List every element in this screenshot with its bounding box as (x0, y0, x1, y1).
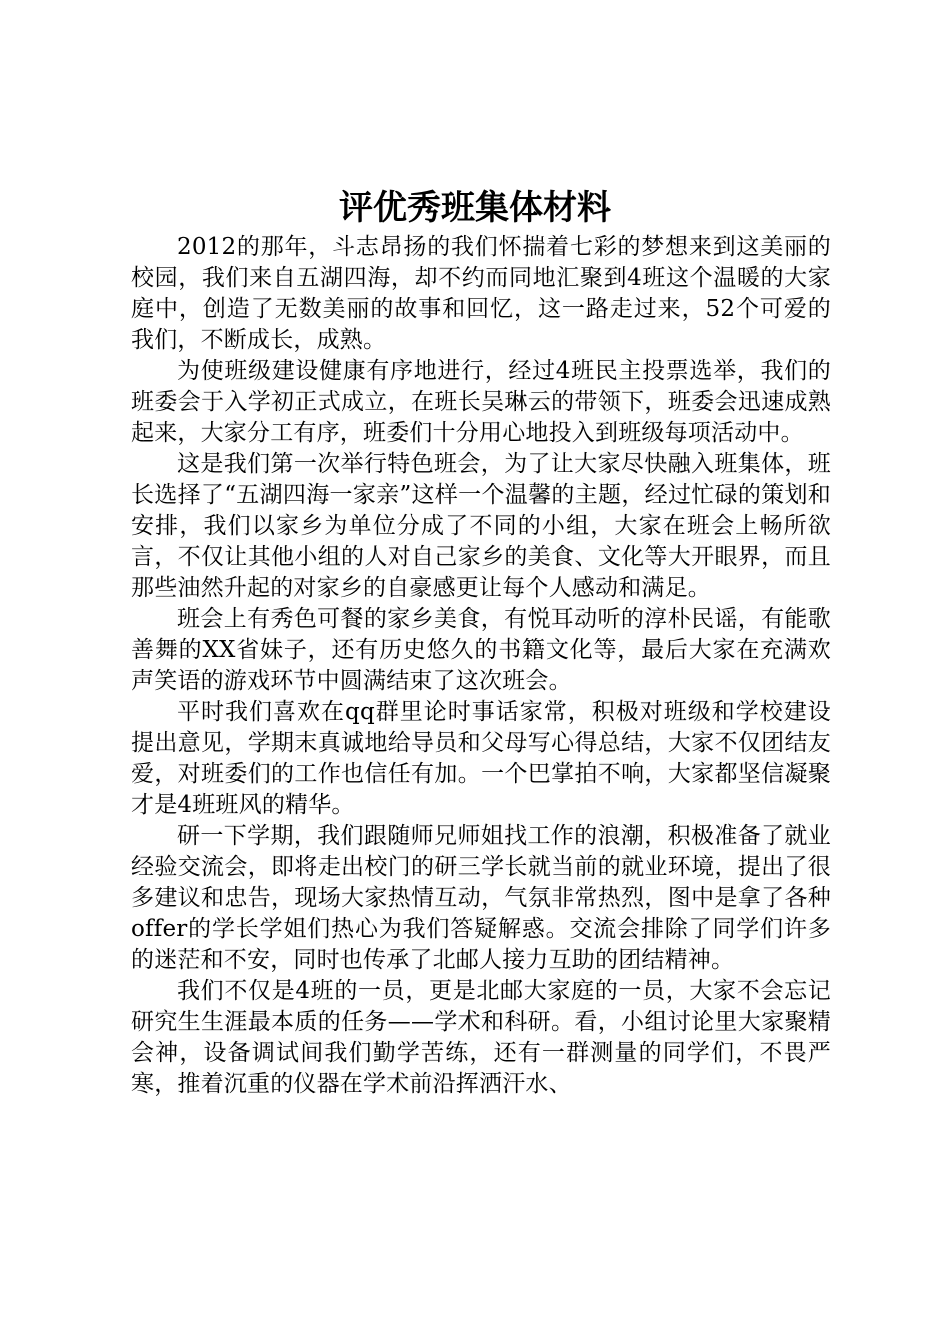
document-body (131, 232, 831, 1100)
paragraph: 我们不仅是4班的一员，更是北邮大家庭的一员，大家不会忘记研究生生涯最本质的任务——学术和科研。看，小组讨论里大家聚精会神，设备调试间我们勤学苦练，还有一群测量的同学们，不畏严寒，推着沉重的仪器在学术前沿挥洒汗水、 (131, 978, 831, 1097)
document-title: 评优秀班集体材料 (339, 188, 611, 228)
paragraph: 为使班级建设健康有序地进行，经过4班民主投票选举，我们的班委会于入学初正式成立，在班长吴琳云的带领下，班委会迅速成熟起来，大家分工有序，班委们十分用心地投入到班级每项活动中。 (131, 358, 831, 446)
paragraph: 2012的那年，斗志昂扬的我们怀揣着七彩的梦想来到这美丽的校园，我们来自五湖四海，却不约而同地汇聚到4班这个温暖的大家庭中，创造了无数美丽的故事和回忆，这一路走过来，52个可爱的我们，不断成长，成熟。 (131, 234, 831, 353)
paragraph: 班会上有秀色可餐的家乡美食，有悦耳动听的淳朴民谣，有能歌善舞的XX省妹子，还有历史悠久的书籍文化等，最后大家在充满欢声笑语的游戏环节中圆满结束了这次班会。 (131, 606, 831, 694)
paragraph: 平时我们喜欢在qq群里论时事话家常，积极对班级和学校建设提出意见，学期末真诚地给导员和父母写心得总结，大家不仅团结友爱，对班委们的工作也信任有加。一个巴掌拍不响，大家都坚信凝聚才是4班班风的精华。 (131, 699, 831, 818)
paragraph: 这是我们第一次举行特色班会，为了让大家尽快融入班集体，班长选择了“五湖四海一家亲”这样一个温馨的主题，经过忙碌的策划和安排，我们以家乡为单位分成了不同的小组，大家在班会上畅所欲言，不仅让其他小组的人对自己家乡的美食、文化等大开眼界，而且那些油然升起的对家乡的自豪感更让每个人感动和满足。 (131, 451, 831, 601)
paragraph: 研一下学期，我们跟随师兄师姐找工作的浪潮，积极准备了就业经验交流会，即将走出校门的研三学长就当前的就业环境，提出了很多建议和忠告，现场大家热情互动，气氛非常热烈，图中是拿了各种offer的学长学姐们热心为我们答疑解惑。交流会排除了同学们许多的迷茫和不安，同时也传承了北邮人接力互助的团结精神。 (131, 823, 831, 973)
